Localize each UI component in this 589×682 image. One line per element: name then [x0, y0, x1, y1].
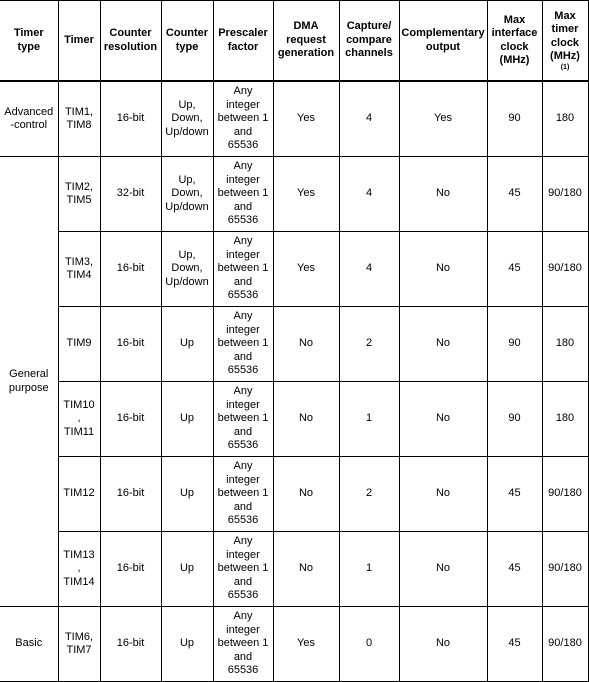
interface-clock-cell: 45 [487, 157, 542, 232]
complementary-cell: No [399, 157, 487, 232]
table-row [0, 382, 588, 457]
counter-type-cell: Up [161, 382, 213, 457]
footnote-marker: (1) [560, 63, 570, 71]
interface-clock-cell: 90 [487, 307, 542, 382]
table-row [0, 457, 588, 532]
timer-clock-cell: 90/180 [542, 532, 588, 607]
prescaler-cell: Any integer between 1 and 65536 [213, 232, 273, 307]
channels-cell: 0 [339, 607, 399, 682]
header-max-timer-clock [542, 1, 588, 82]
interface-clock-cell: 45 [487, 232, 542, 307]
channels-cell: 1 [339, 382, 399, 457]
timer-cell: TIM12 [58, 457, 100, 532]
timer-clock-cell: 90/180 [542, 157, 588, 232]
header-dma-request: DMA request generation [273, 1, 339, 82]
timer-type-cell: Basic [0, 607, 58, 682]
table-row [0, 307, 588, 382]
dma-cell: Yes [273, 607, 339, 682]
channels-cell: 1 [339, 532, 399, 607]
resolution-cell: 16-bit [100, 81, 161, 157]
counter-type-cell: Up, Down, Up/down [161, 81, 213, 157]
prescaler-cell: Any integer between 1 and 65536 [213, 157, 273, 232]
table-row [0, 232, 588, 307]
table-row [0, 81, 588, 157]
resolution-cell: 16-bit [100, 607, 161, 682]
complementary-cell: No [399, 607, 487, 682]
timer-clock-cell: 180 [542, 382, 588, 457]
table-row [0, 157, 588, 232]
timer-type-cell: Advanced -control [0, 81, 58, 157]
timer-type-cell: General purpose [0, 157, 58, 607]
prescaler-cell: Any integer between 1 and 65536 [213, 382, 273, 457]
header-counter-resolution: Counter resolution [100, 1, 161, 82]
timer-clock-cell: 180 [542, 307, 588, 382]
timer-cell: TIM3, TIM4 [58, 232, 100, 307]
interface-clock-cell: 45 [487, 532, 542, 607]
dma-cell: No [273, 457, 339, 532]
interface-clock-cell: 90 [487, 81, 542, 157]
interface-clock-cell: 45 [487, 457, 542, 532]
resolution-cell: 16-bit [100, 532, 161, 607]
timer-clock-cell: 90/180 [542, 457, 588, 532]
complementary-cell: No [399, 457, 487, 532]
timer-cell: TIM9 [58, 307, 100, 382]
timer-clock-cell: 90/180 [542, 607, 588, 682]
resolution-cell: 16-bit [100, 232, 161, 307]
channels-cell: 4 [339, 81, 399, 157]
header-timer: Timer [58, 1, 100, 82]
complementary-cell: No [399, 232, 487, 307]
channels-cell: 4 [339, 232, 399, 307]
timer-cell: TIM13 , TIM14 [58, 532, 100, 607]
dma-cell: Yes [273, 157, 339, 232]
dma-cell: No [273, 532, 339, 607]
counter-type-cell: Up, Down, Up/down [161, 232, 213, 307]
header-timer-type: Timer type [0, 1, 58, 82]
timer-clock-cell: 180 [542, 81, 588, 157]
prescaler-cell: Any integer between 1 and 65536 [213, 532, 273, 607]
prescaler-cell: Any integer between 1 and 65536 [213, 607, 273, 682]
header-max-interface-clock: Max interface clock (MHz) [487, 1, 542, 82]
interface-clock-cell: 90 [487, 382, 542, 457]
channels-cell: 2 [339, 307, 399, 382]
header-capture-compare: Capture/ compare channels [339, 1, 399, 82]
dma-cell: No [273, 307, 339, 382]
counter-type-cell: Up [161, 307, 213, 382]
resolution-cell: 16-bit [100, 307, 161, 382]
timer-cell: TIM6, TIM7 [58, 607, 100, 682]
resolution-cell: 16-bit [100, 457, 161, 532]
counter-type-cell: Up [161, 457, 213, 532]
counter-type-cell: Up [161, 532, 213, 607]
complementary-cell: No [399, 307, 487, 382]
complementary-cell: No [399, 532, 487, 607]
timer-clock-cell: 90/180 [542, 232, 588, 307]
prescaler-cell: Any integer between 1 and 65536 [213, 457, 273, 532]
prescaler-cell: Any integer between 1 and 65536 [213, 81, 273, 157]
prescaler-cell: Any integer between 1 and 65536 [213, 307, 273, 382]
complementary-cell: Yes [399, 81, 487, 157]
table-row [0, 607, 588, 682]
header-row [0, 1, 588, 82]
dma-cell: Yes [273, 81, 339, 157]
counter-type-cell: Up, Down, Up/down [161, 157, 213, 232]
dma-cell: Yes [273, 232, 339, 307]
channels-cell: 4 [339, 157, 399, 232]
interface-clock-cell: 45 [487, 607, 542, 682]
timer-cell: TIM1, TIM8 [58, 81, 100, 157]
timer-cell: TIM10 , TIM11 [58, 382, 100, 457]
resolution-cell: 32-bit [100, 157, 161, 232]
dma-cell: No [273, 382, 339, 457]
table-row [0, 532, 588, 607]
header-complementary-output: Complementary output [399, 1, 487, 82]
channels-cell: 2 [339, 457, 399, 532]
timer-cell: TIM2, TIM5 [58, 157, 100, 232]
header-counter-type: Counter type [161, 1, 213, 82]
complementary-cell: No [399, 382, 487, 457]
resolution-cell: 16-bit [100, 382, 161, 457]
header-max-timer-clock-label: Max timer clock (MHz) [550, 9, 580, 62]
header-prescaler-factor: Prescaler factor [213, 1, 273, 82]
counter-type-cell: Up [161, 607, 213, 682]
